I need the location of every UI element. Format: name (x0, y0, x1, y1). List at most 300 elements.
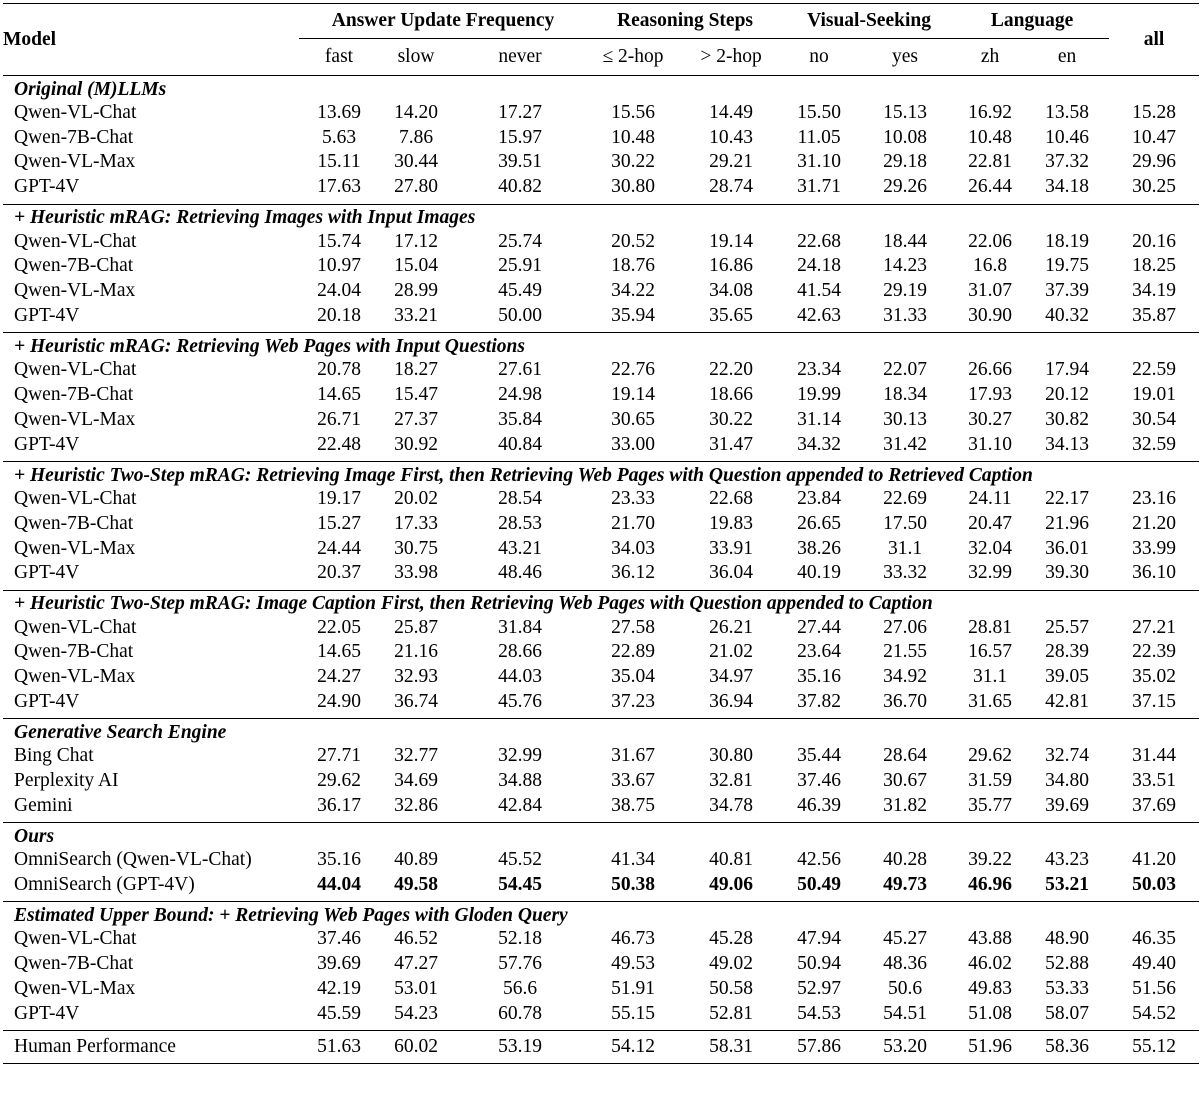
value-cell: 14.20 (394, 101, 438, 123)
value-cell: 33.91 (709, 537, 753, 559)
value-cell: 34.03 (611, 537, 655, 559)
value-cell: 37.39 (1045, 280, 1089, 302)
value-cell: 21.55 (883, 641, 927, 663)
value-cell: 33.00 (611, 433, 655, 455)
model-name-cell: Qwen-VL-Chat (14, 101, 137, 123)
value-cell: 30.80 (611, 176, 655, 198)
value-cell: 27.58 (611, 616, 655, 638)
value-cell: 32.74 (1045, 745, 1089, 767)
value-cell: 45.28 (709, 928, 753, 950)
table-header (3, 4, 1199, 76)
value-cell: 51.08 (968, 1002, 1012, 1024)
value-cell: 30.44 (394, 151, 438, 173)
value-cell: 29.62 (968, 745, 1012, 767)
value-cell: 54.52 (1132, 1002, 1176, 1024)
value-cell: 5.63 (321, 126, 357, 148)
value-cell: 15.56 (611, 101, 655, 123)
value-cell: 26.71 (317, 408, 361, 430)
value-cell: 40.32 (1045, 304, 1089, 326)
value-cell: 19.17 (317, 487, 361, 509)
value-cell: 32.77 (394, 745, 438, 767)
value-cell: 34.88 (498, 770, 542, 792)
model-name-cell: Qwen-7B-Chat (14, 953, 134, 975)
value-cell: 24.18 (797, 255, 841, 277)
model-name-cell: Bing Chat (14, 745, 94, 767)
value-cell: 36.17 (317, 794, 361, 816)
table-row (3, 536, 1199, 561)
value-cell: 47.94 (797, 928, 841, 950)
value-cell: 29.21 (709, 151, 753, 173)
value-cell: 26.66 (968, 359, 1012, 381)
value-cell: 52.97 (797, 977, 841, 999)
value-cell: 14.65 (317, 384, 361, 406)
section-title: + Heuristic mRAG: Retrieving Web Pages with Input Questions (3, 333, 1199, 358)
value-cell: 45.76 (498, 691, 542, 713)
value-cell: 15.13 (883, 101, 927, 123)
subcolumn-en: en (1057, 46, 1077, 67)
value-cell: 32.86 (394, 794, 438, 816)
value-cell: 35.02 (1132, 666, 1176, 688)
value-cell: 31.33 (883, 304, 927, 326)
value-cell: 19.14 (611, 384, 655, 406)
value-cell: 22.39 (1132, 641, 1176, 663)
value-cell: 34.78 (709, 794, 753, 816)
value-cell: 51.96 (955, 1031, 1025, 1064)
section-title: Generative Search Engine (3, 719, 1199, 744)
value-cell: 42.84 (498, 794, 542, 816)
value-cell: 46.52 (394, 928, 438, 950)
value-cell: 22.05 (317, 616, 361, 638)
value-cell: 21.96 (1045, 512, 1089, 534)
subcolumn-fast: fast (324, 46, 354, 67)
value-cell: 39.22 (968, 849, 1012, 871)
value-cell: 36.10 (1132, 562, 1176, 584)
language-header: Language (955, 4, 1109, 39)
value-cell: 37.15 (1132, 691, 1176, 713)
value-cell: 20.16 (1132, 230, 1176, 252)
value-cell: 39.30 (1045, 562, 1089, 584)
value-cell: 31.65 (968, 691, 1012, 713)
value-cell: 22.17 (1045, 487, 1089, 509)
value-cell: 30.22 (611, 151, 655, 173)
value-cell: 46.02 (968, 953, 1012, 975)
subcolumn-zh: zh (980, 46, 1000, 67)
value-cell: 26.44 (968, 176, 1012, 198)
table-body (3, 76, 1199, 1064)
value-cell: 24.90 (317, 691, 361, 713)
value-cell: 37.32 (1045, 151, 1089, 173)
value-cell: 30.54 (1132, 408, 1176, 430)
value-cell: 20.47 (968, 512, 1012, 534)
value-cell: 25.74 (498, 230, 542, 252)
value-cell: 39.69 (1045, 794, 1089, 816)
value-cell: 30.13 (883, 408, 927, 430)
value-cell: 39.51 (498, 151, 542, 173)
value-cell: 49.06 (709, 874, 753, 896)
value-cell: 17.63 (317, 176, 361, 198)
value-cell: 47.27 (394, 953, 438, 975)
value-cell: 13.58 (1045, 101, 1089, 123)
value-cell: 18.25 (1132, 255, 1176, 277)
value-cell: 16.8 (972, 255, 1008, 277)
value-cell: 37.46 (317, 928, 361, 950)
value-cell: 15.28 (1132, 101, 1176, 123)
section-title-row (3, 823, 1199, 848)
value-cell: 42.63 (797, 304, 841, 326)
value-cell: 34.13 (1045, 433, 1089, 455)
model-name-cell: Qwen-7B-Chat (14, 384, 134, 406)
value-cell: 54.53 (797, 1002, 841, 1024)
value-cell: 39.05 (1045, 666, 1089, 688)
value-cell: 54.12 (587, 1031, 679, 1064)
value-cell: 50.00 (498, 304, 542, 326)
value-cell: 36.04 (709, 562, 753, 584)
value-cell: 17.93 (968, 384, 1012, 406)
model-name-cell: GPT-4V (14, 433, 80, 455)
model-name-cell: Perplexity AI (14, 770, 119, 792)
value-cell: 30.90 (968, 304, 1012, 326)
value-cell: 52.88 (1045, 953, 1089, 975)
value-cell: 15.47 (394, 384, 438, 406)
value-cell: 31.14 (797, 408, 841, 430)
value-cell: 43.88 (968, 928, 1012, 950)
value-cell: 35.84 (498, 408, 542, 430)
results-table (3, 3, 1199, 1064)
value-cell: 23.84 (797, 487, 841, 509)
value-cell: 34.08 (709, 280, 753, 302)
value-cell: 23.34 (797, 359, 841, 381)
value-cell: 22.68 (709, 487, 753, 509)
value-cell: 40.82 (498, 176, 542, 198)
value-cell: 24.27 (317, 666, 361, 688)
value-cell: 54.51 (883, 1002, 927, 1024)
value-cell: 31.1 (972, 666, 1008, 688)
value-cell: 31.10 (968, 433, 1012, 455)
value-cell: 19.75 (1045, 255, 1089, 277)
value-cell: 13.69 (317, 101, 361, 123)
table-row (3, 952, 1199, 977)
value-cell: 16.92 (968, 101, 1012, 123)
section-title-row (3, 590, 1199, 615)
value-cell: 50.03 (1132, 874, 1176, 896)
value-cell: 37.82 (797, 691, 841, 713)
value-cell: 10.97 (317, 255, 361, 277)
value-cell: 53.19 (453, 1031, 587, 1064)
value-cell: 54.45 (498, 874, 542, 896)
value-cell: 41.34 (611, 849, 655, 871)
answer-update-frequency-header: Answer Update Frequency (299, 4, 587, 39)
value-cell: 51.63 (299, 1031, 379, 1064)
value-cell: 14.49 (709, 101, 753, 123)
value-cell: 53.20 (855, 1031, 955, 1064)
section-title-row (3, 462, 1199, 487)
subcolumn-le-2-hop: ≤ 2-hop (602, 46, 664, 67)
value-cell: 58.31 (679, 1031, 783, 1064)
value-cell: 57.76 (498, 953, 542, 975)
value-cell: 28.64 (883, 745, 927, 767)
model-name-cell: Qwen-VL-Max (14, 280, 136, 302)
value-cell: 31.07 (968, 280, 1012, 302)
value-cell: 49.02 (709, 953, 753, 975)
table-row (3, 744, 1199, 769)
value-cell: 22.89 (611, 641, 655, 663)
value-cell: 15.50 (797, 101, 841, 123)
value-cell: 52.81 (709, 1002, 753, 1024)
value-cell: 14.23 (883, 255, 927, 277)
value-cell: 49.83 (968, 977, 1012, 999)
table-row (3, 511, 1199, 536)
value-cell: 46.73 (611, 928, 655, 950)
value-cell: 27.06 (883, 616, 927, 638)
subcolumn-gt-2-hop: > 2-hop (700, 46, 762, 67)
model-name-cell: GPT-4V (14, 304, 80, 326)
value-cell: 15.74 (317, 230, 361, 252)
table-row (3, 640, 1199, 665)
table-row (3, 432, 1199, 457)
value-cell: 25.57 (1045, 616, 1089, 638)
value-cell: 37.69 (1132, 794, 1176, 816)
model-name-cell: Qwen-VL-Max (14, 666, 136, 688)
value-cell: 24.11 (968, 487, 1012, 509)
value-cell: 40.89 (394, 849, 438, 871)
table-row (3, 304, 1199, 329)
section-title: + Heuristic Two-Step mRAG: Image Caption First, then Retrieving Web Pages with Question appended to Caption (3, 590, 1199, 615)
value-cell: 39.69 (317, 953, 361, 975)
model-name-cell: Qwen-VL-Chat (14, 230, 137, 252)
value-cell: 41.54 (797, 280, 841, 302)
value-cell: 31.1 (887, 537, 923, 559)
value-cell: 30.92 (394, 433, 438, 455)
table-row (3, 977, 1199, 1002)
section-title-row (3, 333, 1199, 358)
value-cell: 53.21 (1045, 874, 1089, 896)
value-cell: 27.80 (394, 176, 438, 198)
model-name-cell: Qwen-VL-Max (14, 151, 136, 173)
value-cell: 10.48 (968, 126, 1012, 148)
value-cell: 35.77 (968, 794, 1012, 816)
value-cell: 22.68 (797, 230, 841, 252)
reasoning-steps-header: Reasoning Steps (587, 4, 783, 39)
model-name-cell: Qwen-7B-Chat (14, 126, 134, 148)
value-cell: 17.27 (498, 101, 542, 123)
table-row (3, 175, 1199, 200)
value-cell: 28.66 (498, 641, 542, 663)
value-cell: 29.26 (883, 176, 927, 198)
value-cell: 40.28 (883, 849, 927, 871)
value-cell: 23.33 (611, 487, 655, 509)
value-cell: 53.01 (394, 977, 438, 999)
table-row (3, 101, 1199, 126)
table-row (3, 561, 1199, 586)
value-cell: 31.59 (968, 770, 1012, 792)
value-cell: 19.01 (1132, 384, 1176, 406)
value-cell: 10.48 (611, 126, 655, 148)
value-cell: 7.86 (398, 126, 434, 148)
value-cell: 32.81 (709, 770, 753, 792)
value-cell: 17.12 (394, 230, 438, 252)
value-cell: 19.14 (709, 230, 753, 252)
value-cell: 38.75 (611, 794, 655, 816)
value-cell: 60.02 (379, 1031, 453, 1064)
value-cell: 14.65 (317, 641, 361, 663)
value-cell: 33.67 (611, 770, 655, 792)
section-title-row (3, 719, 1199, 744)
section-title: Estimated Upper Bound: + Retrieving Web Pages with Gloden Query (3, 902, 1199, 927)
visual-seeking-header: Visual-Seeking (783, 4, 955, 39)
model-name-cell: GPT-4V (14, 176, 80, 198)
model-name-cell: Qwen-VL-Chat (14, 616, 137, 638)
model-name-cell: Gemini (14, 794, 73, 816)
section-title-row (3, 902, 1199, 927)
value-cell: 33.32 (883, 562, 927, 584)
value-cell: 43.21 (498, 537, 542, 559)
value-cell: 35.65 (709, 304, 753, 326)
section-title: Original (M)LLMs (3, 76, 1199, 101)
subcolumn-never: never (498, 46, 542, 67)
value-cell: 27.71 (317, 745, 361, 767)
value-cell: 50.49 (797, 874, 841, 896)
value-cell: 33.51 (1132, 770, 1176, 792)
value-cell: 40.19 (797, 562, 841, 584)
value-cell: 21.02 (709, 641, 753, 663)
value-cell: 33.21 (394, 304, 438, 326)
human-performance-row (3, 1031, 1199, 1064)
value-cell: 25.91 (498, 255, 542, 277)
value-cell: 20.78 (317, 359, 361, 381)
value-cell: 30.80 (709, 745, 753, 767)
value-cell: 29.96 (1132, 151, 1176, 173)
value-cell: 26.65 (797, 512, 841, 534)
value-cell: 22.20 (709, 359, 753, 381)
value-cell: 20.37 (317, 562, 361, 584)
section-title: + Heuristic Two-Step mRAG: Retrieving Image First, then Retrieving Web Pages with Question appended to Retrieved Caption (3, 462, 1199, 487)
value-cell: 60.78 (498, 1002, 542, 1024)
value-cell: 32.04 (968, 537, 1012, 559)
value-cell: 46.96 (968, 874, 1012, 896)
value-cell: 29.18 (883, 151, 927, 173)
value-cell: 32.99 (968, 562, 1012, 584)
value-cell: 17.94 (1045, 359, 1089, 381)
value-cell: 36.74 (394, 691, 438, 713)
table-row (3, 279, 1199, 304)
value-cell: 36.94 (709, 691, 753, 713)
value-cell: 34.19 (1132, 280, 1176, 302)
all-column-header: all (1109, 4, 1199, 76)
table-row (3, 873, 1199, 898)
value-cell: 36.12 (611, 562, 655, 584)
table-row (3, 358, 1199, 383)
value-cell: 28.53 (498, 512, 542, 534)
value-cell: 51.91 (611, 977, 655, 999)
value-cell: 24.04 (317, 280, 361, 302)
value-cell: 40.81 (709, 849, 753, 871)
model-name-cell: Qwen-7B-Chat (14, 641, 134, 663)
value-cell: 34.97 (709, 666, 753, 688)
value-cell: 48.36 (883, 953, 927, 975)
value-cell: 21.20 (1132, 512, 1176, 534)
value-cell: 22.81 (968, 151, 1012, 173)
value-cell: 19.83 (709, 512, 753, 534)
value-cell: 41.20 (1132, 849, 1176, 871)
value-cell: 18.19 (1045, 230, 1089, 252)
value-cell: 18.34 (883, 384, 927, 406)
table-row (3, 769, 1199, 794)
value-cell: 32.59 (1132, 433, 1176, 455)
value-cell: 40.84 (498, 433, 542, 455)
value-cell: 28.39 (1045, 641, 1089, 663)
value-cell: 46.39 (797, 794, 841, 816)
section-title-row (3, 204, 1199, 229)
model-name-cell: Qwen-7B-Chat (14, 255, 134, 277)
value-cell: 37.23 (611, 691, 655, 713)
value-cell: 27.61 (498, 359, 542, 381)
value-cell: 21.16 (394, 641, 438, 663)
value-cell: 44.04 (317, 874, 361, 896)
value-cell: 15.04 (394, 255, 438, 277)
value-cell: 29.19 (883, 280, 927, 302)
value-cell: 30.82 (1045, 408, 1089, 430)
value-cell: 34.32 (797, 433, 841, 455)
value-cell: 52.18 (498, 928, 542, 950)
value-cell: 42.81 (1045, 691, 1089, 713)
value-cell: 33.98 (394, 562, 438, 584)
value-cell: 56.6 (502, 977, 538, 999)
model-name-cell: GPT-4V (14, 562, 80, 584)
model-name-cell: Qwen-VL-Max (14, 537, 136, 559)
value-cell: 18.66 (709, 384, 753, 406)
value-cell: 58.07 (1045, 1002, 1089, 1024)
value-cell: 50.94 (797, 953, 841, 975)
model-name-cell: GPT-4V (14, 1002, 80, 1024)
value-cell: 48.90 (1045, 928, 1089, 950)
value-cell: 36.01 (1045, 537, 1089, 559)
value-cell: 43.23 (1045, 849, 1089, 871)
value-cell: 35.16 (317, 849, 361, 871)
value-cell: 22.76 (611, 359, 655, 381)
value-cell: 49.73 (883, 874, 927, 896)
value-cell: 10.43 (709, 126, 753, 148)
table-row (3, 1001, 1199, 1026)
value-cell: 30.75 (394, 537, 438, 559)
value-cell: 28.74 (709, 176, 753, 198)
value-cell: 32.99 (498, 745, 542, 767)
table-row (3, 615, 1199, 640)
value-cell: 55.12 (1109, 1031, 1199, 1064)
value-cell: 50.6 (887, 977, 923, 999)
value-cell: 23.64 (797, 641, 841, 663)
value-cell: 51.56 (1132, 977, 1176, 999)
model-name-cell: OmniSearch (Qwen-VL-Chat) (14, 849, 252, 871)
value-cell: 31.10 (797, 151, 841, 173)
table-row (3, 254, 1199, 279)
value-cell: 35.87 (1132, 304, 1176, 326)
value-cell: 54.23 (394, 1002, 438, 1024)
model-name-cell: Qwen-VL-Chat (14, 928, 137, 950)
value-cell: 34.69 (394, 770, 438, 792)
value-cell: 20.52 (611, 230, 655, 252)
value-cell: 11.05 (797, 126, 841, 148)
value-cell: 31.84 (498, 616, 542, 638)
value-cell: 16.86 (709, 255, 753, 277)
value-cell: 31.42 (883, 433, 927, 455)
value-cell: 29.62 (317, 770, 361, 792)
table-row (3, 407, 1199, 432)
model-name-cell: Qwen-VL-Chat (14, 359, 137, 381)
value-cell: 22.69 (883, 487, 927, 509)
subcolumn-yes: yes (892, 46, 919, 67)
table-row (3, 848, 1199, 873)
value-cell: 34.22 (611, 280, 655, 302)
